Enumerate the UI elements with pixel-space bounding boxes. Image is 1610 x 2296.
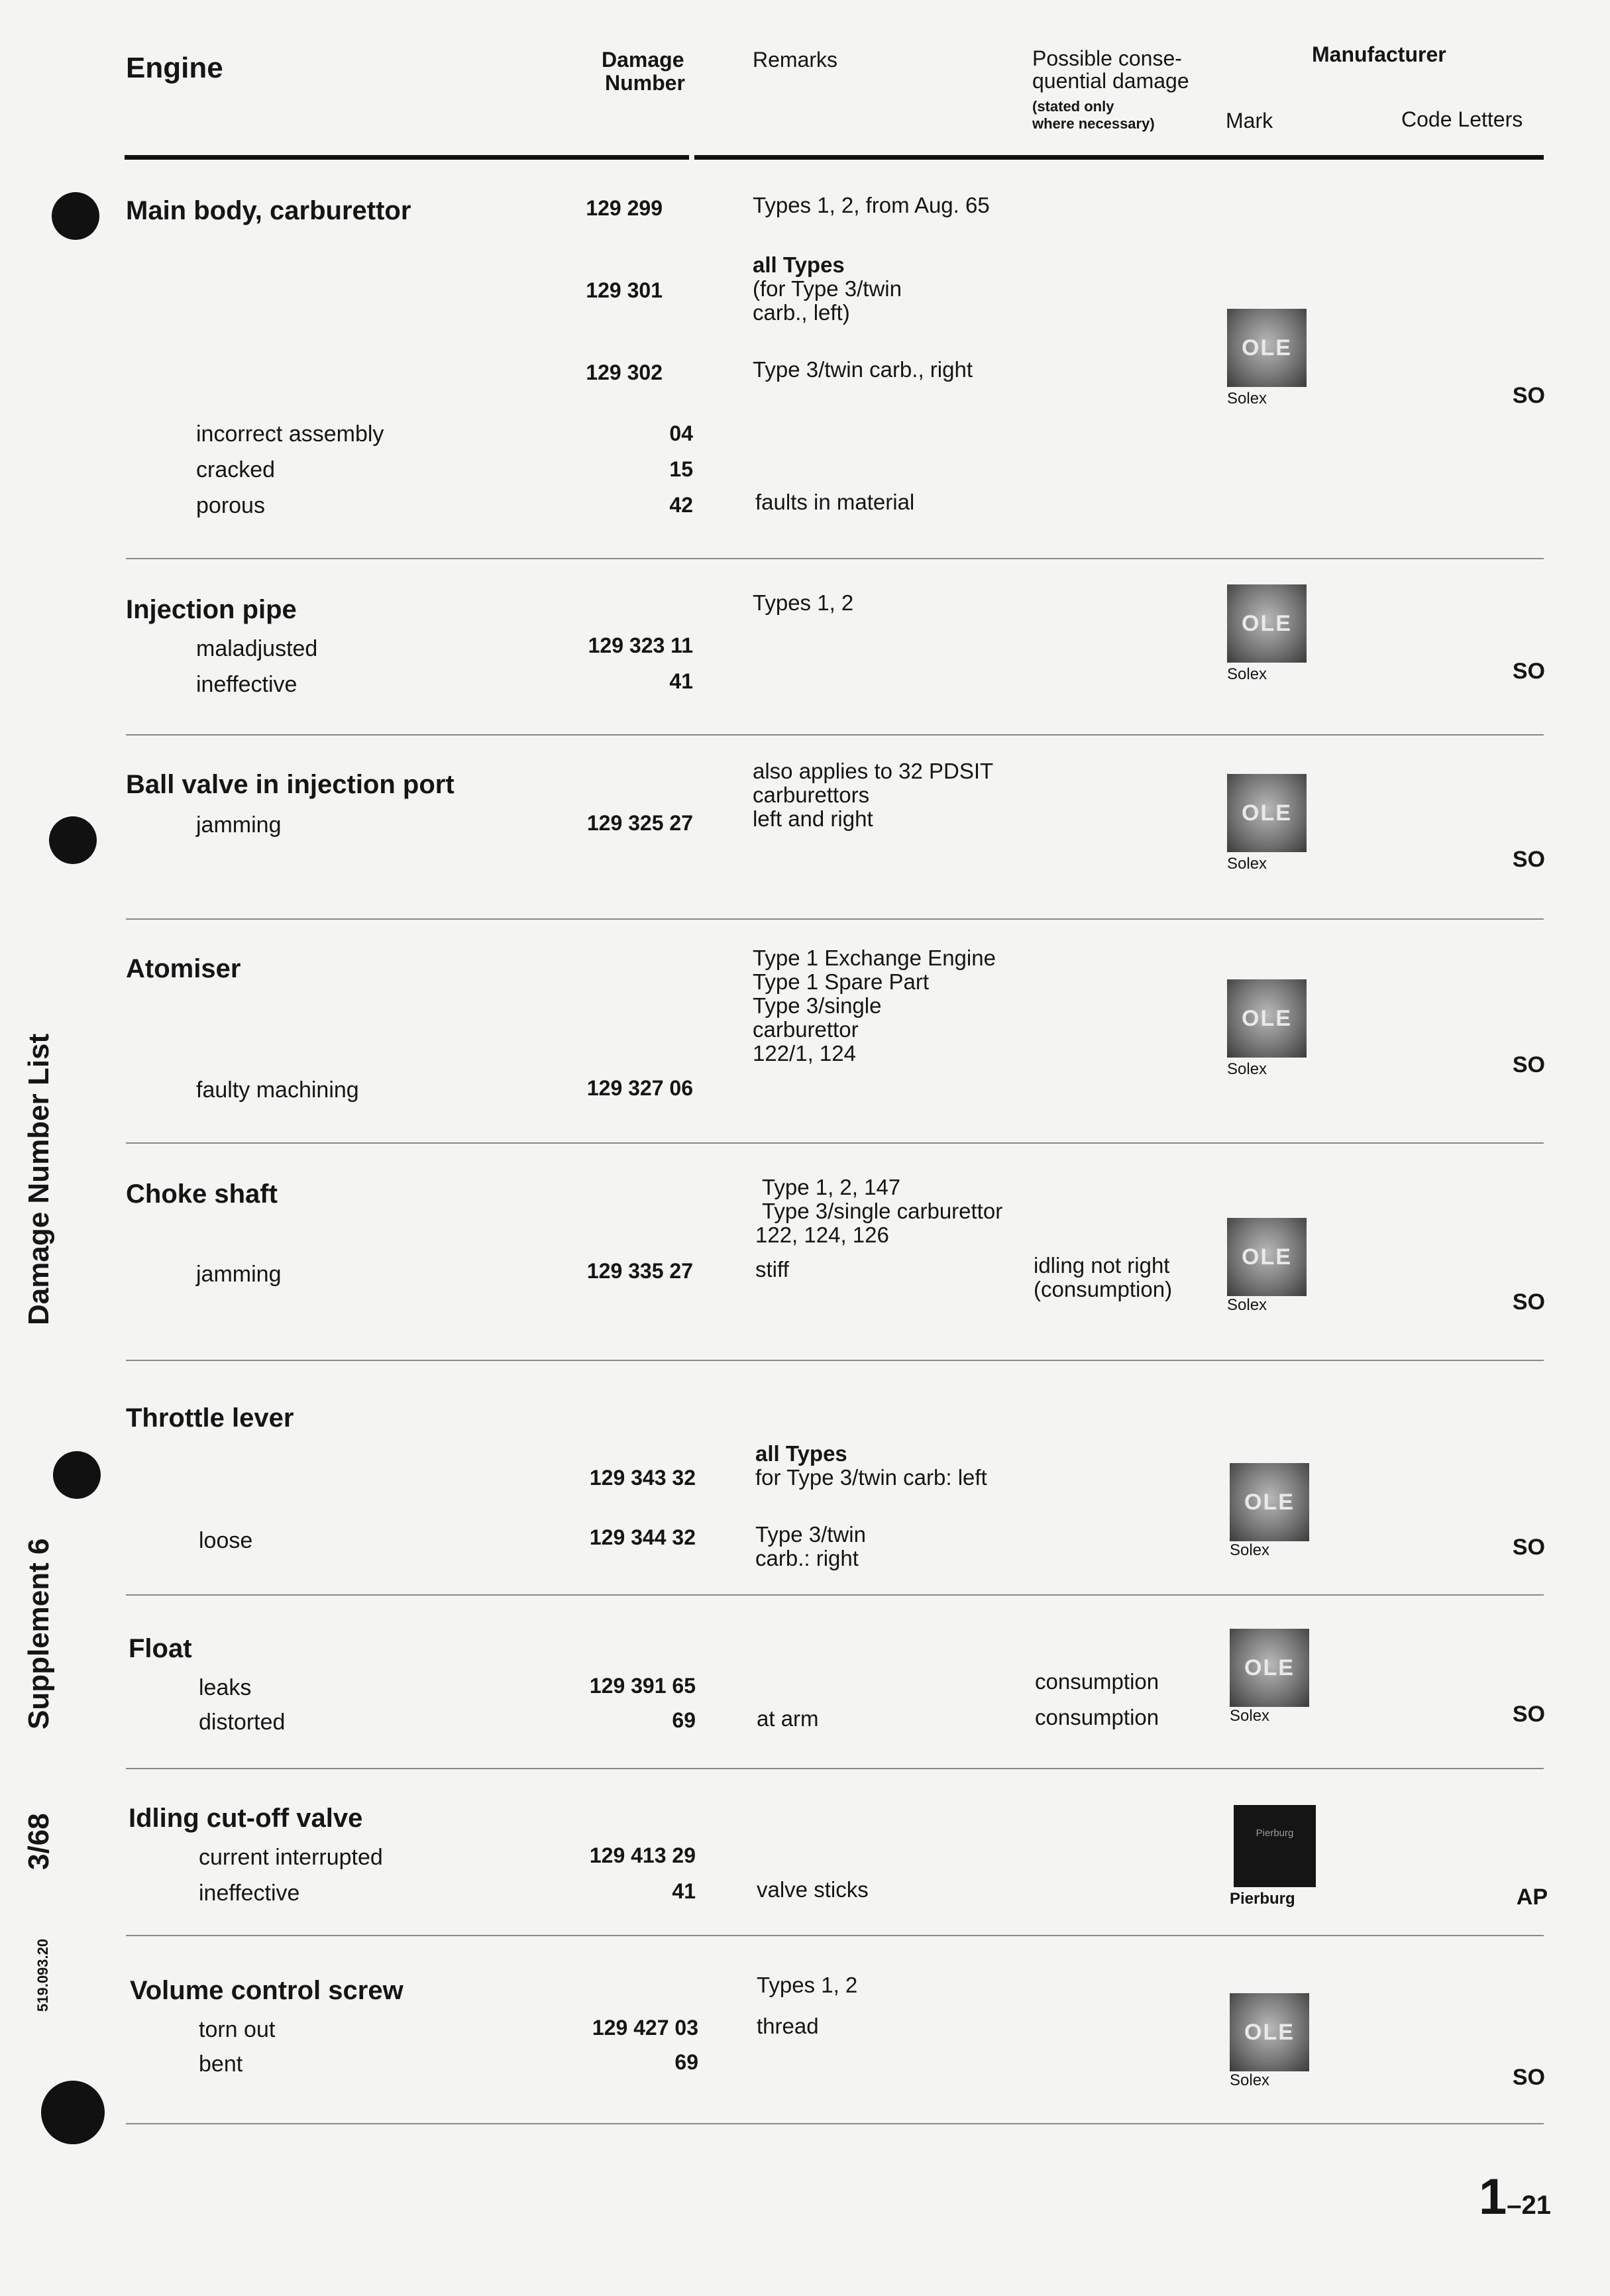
header-section: Engine — [126, 52, 223, 84]
solex-logo: OLE — [1227, 774, 1307, 852]
damage-label: distorted — [199, 1710, 286, 1735]
header-remarks: Remarks — [753, 48, 838, 72]
manufacturer-mark: Solex — [1230, 2071, 1270, 2089]
damage-label: leaks — [199, 1675, 252, 1700]
solex-logo: OLE — [1227, 1218, 1307, 1296]
damage-label: cracked — [196, 457, 276, 482]
section-title: Choke shaft — [126, 1179, 278, 1209]
remarks — [753, 759, 993, 831]
section-divider — [126, 1142, 1544, 1144]
page-number — [1479, 2168, 1551, 2226]
header-consequential-1: Possible conse- — [1032, 46, 1182, 70]
remarks — [755, 1523, 866, 1570]
code-letters: SO — [1512, 383, 1545, 408]
code-letters: SO — [1512, 1535, 1545, 1560]
section-divider — [126, 558, 1544, 559]
header-mark: Mark — [1226, 109, 1273, 133]
remarks — [753, 946, 996, 1066]
damage-label: jamming — [196, 1262, 282, 1287]
section-title: Float — [129, 1634, 192, 1663]
remarks-line: all Types — [753, 252, 845, 277]
section-title: Volume control screw — [130, 1976, 403, 2005]
damage-label: ineffective — [199, 1881, 300, 1906]
remarks — [755, 1442, 987, 1490]
damage-number: 15 — [669, 457, 693, 481]
section-title: Injection pipe — [126, 595, 297, 624]
consequential-damage: consumption — [1035, 1669, 1159, 1694]
damage-number: 129 335 27 — [586, 1259, 693, 1283]
remarks-line: Type 1 Exchange Engine — [753, 946, 996, 970]
remarks-line: Type 3/single — [753, 993, 882, 1018]
code-letters: SO — [1512, 2065, 1545, 2090]
sidebar-doc-code: 519.093.20 — [34, 1938, 51, 2012]
manufacturer-mark: Solex — [1227, 1296, 1267, 1314]
remarks: at arm — [757, 1706, 819, 1731]
section-divider — [126, 1360, 1544, 1361]
page-number-sub: –21 — [1507, 2191, 1552, 2220]
remarks: thread — [757, 2014, 819, 2038]
remarks — [753, 253, 902, 325]
sidebar-list-title: Damage Number List — [23, 1033, 55, 1325]
manufacturer-mark: Solex — [1227, 1060, 1267, 1078]
header-rule-gap — [689, 152, 694, 162]
remarks-line: Type 1 Spare Part — [753, 969, 929, 994]
damage-number: 129 413 29 — [589, 1843, 696, 1867]
solex-logo: OLE — [1230, 1629, 1309, 1707]
section-divider — [126, 734, 1544, 736]
remarks-line: Type 3/single carburettor — [762, 1199, 1003, 1223]
remarks-line: Type 3/twin — [755, 1522, 866, 1547]
solex-logo: OLE — [1227, 979, 1307, 1058]
remarks: Type 3/twin carb., right — [753, 357, 973, 382]
sidebar-supplement: Supplement 6 — [23, 1538, 55, 1729]
damage-label: bent — [199, 2051, 243, 2077]
damage-number: 129 323 11 — [588, 633, 693, 657]
damage-label: faulty machining — [196, 1077, 359, 1103]
damage-number: 129 344 32 — [589, 1525, 696, 1549]
section-title: Main body, carburettor — [126, 196, 411, 225]
manufacturer-mark: Solex — [1227, 390, 1267, 408]
code-letters: SO — [1512, 1052, 1545, 1077]
section-divider — [126, 1594, 1544, 1596]
page-number-main: 1 — [1479, 2169, 1507, 2225]
remarks-line: (for Type 3/twin — [753, 276, 902, 301]
header-code-letters: Code Letters — [1401, 107, 1523, 131]
remarks-line: Type 1, 2, 147 — [762, 1175, 901, 1199]
header-consequential-2: quential damage — [1032, 69, 1189, 93]
header-note-1: (stated only — [1032, 98, 1114, 115]
manufacturer-mark: Solex — [1230, 1541, 1270, 1559]
damage-number: 129 301 — [586, 278, 663, 302]
section-title: Atomiser — [126, 954, 241, 983]
damage-number: 04 — [669, 421, 693, 445]
remarks-line: carb., left) — [753, 300, 850, 325]
punch-hole-3 — [53, 1451, 101, 1499]
remarks: Types 1, 2 — [757, 1973, 858, 1997]
damage-label: porous — [196, 493, 265, 518]
remarks: faults in material — [755, 490, 915, 514]
damage-label: maladjusted — [196, 636, 318, 661]
remarks: Types 1, 2 — [753, 590, 854, 615]
section-title: Throttle lever — [126, 1403, 294, 1433]
section-divider — [126, 1768, 1544, 1769]
damage-number: 129 343 32 — [589, 1466, 696, 1490]
code-letters: SO — [1512, 1289, 1545, 1315]
damage-number: 129 299 — [586, 196, 663, 220]
remarks-line: 122/1, 124 — [753, 1041, 856, 1066]
remarks-line: carb.: right — [755, 1546, 859, 1570]
remarks: stiff — [755, 1257, 789, 1282]
damage-label: loose — [199, 1528, 253, 1553]
header-manufacturer: Manufacturer — [1312, 42, 1446, 66]
remarks-line: carburettor — [753, 1017, 859, 1042]
damage-label: current interrupted — [199, 1845, 383, 1870]
code-letters: SO — [1512, 847, 1545, 872]
remarks: Types 1, 2, from Aug. 65 — [753, 193, 990, 217]
damage-number: 129 325 27 — [586, 811, 693, 835]
code-letters: AP — [1516, 1885, 1548, 1910]
damage-number: 69 — [672, 1708, 696, 1732]
manufacturer-mark: Solex — [1227, 855, 1267, 873]
damage-number: 129 427 03 — [592, 2016, 698, 2040]
manufacturer-mark: Pierburg — [1230, 1890, 1295, 1908]
damage-number: 129 302 — [586, 360, 663, 384]
code-letters: SO — [1512, 1702, 1545, 1727]
consequential-damage — [1034, 1254, 1172, 1301]
solex-logo: OLE — [1227, 309, 1307, 387]
remarks-line: for Type 3/twin carb: left — [755, 1465, 987, 1490]
remarks-line: carburettors — [753, 783, 870, 807]
section-divider — [126, 1935, 1544, 1936]
remarks: valve sticks — [757, 1877, 869, 1902]
section-divider — [126, 2123, 1544, 2124]
remarks — [755, 1175, 1002, 1247]
damage-label: ineffective — [196, 672, 297, 697]
section-title: Idling cut-off valve — [129, 1804, 363, 1833]
damage-number: 42 — [669, 493, 693, 517]
solex-logo: OLE — [1230, 1463, 1309, 1541]
damage-number: 41 — [672, 1879, 696, 1903]
consequential-damage: consumption — [1035, 1705, 1159, 1729]
header-note-2: where necessary) — [1032, 115, 1155, 132]
manufacturer-mark: Solex — [1227, 665, 1267, 683]
remarks-line: all Types — [755, 1441, 847, 1466]
header-damage-number-2: Number — [605, 71, 685, 95]
pierburg-logo: Pierburg — [1234, 1805, 1316, 1887]
punch-hole-4 — [41, 2081, 105, 2144]
consequential-line: (consumption) — [1034, 1277, 1173, 1301]
solex-logo: OLE — [1227, 584, 1307, 663]
sidebar-date: 3/68 — [23, 1813, 55, 1870]
damage-number: 69 — [674, 2050, 698, 2074]
consequential-line: idling not right — [1034, 1253, 1170, 1278]
header-rule — [125, 155, 1544, 160]
damage-label: jamming — [196, 812, 282, 838]
damage-number: 129 391 65 — [589, 1674, 696, 1698]
header-damage-number-1: Damage — [602, 48, 684, 72]
damage-label: torn out — [199, 2017, 276, 2042]
manufacturer-mark: Solex — [1230, 1707, 1270, 1725]
solex-logo: OLE — [1230, 1993, 1309, 2071]
punch-hole-2 — [49, 816, 97, 864]
damage-label: incorrect assembly — [196, 421, 384, 447]
code-letters: SO — [1512, 659, 1545, 684]
remarks-line: left and right — [753, 806, 873, 831]
punch-hole-1 — [52, 192, 99, 240]
damage-number: 41 — [669, 669, 693, 693]
section-divider — [126, 918, 1544, 920]
remarks-line: 122, 124, 126 — [755, 1223, 889, 1247]
damage-number: 129 327 06 — [586, 1076, 693, 1100]
remarks-line: also applies to 32 PDSIT — [753, 759, 994, 783]
section-title: Ball valve in injection port — [126, 770, 455, 799]
